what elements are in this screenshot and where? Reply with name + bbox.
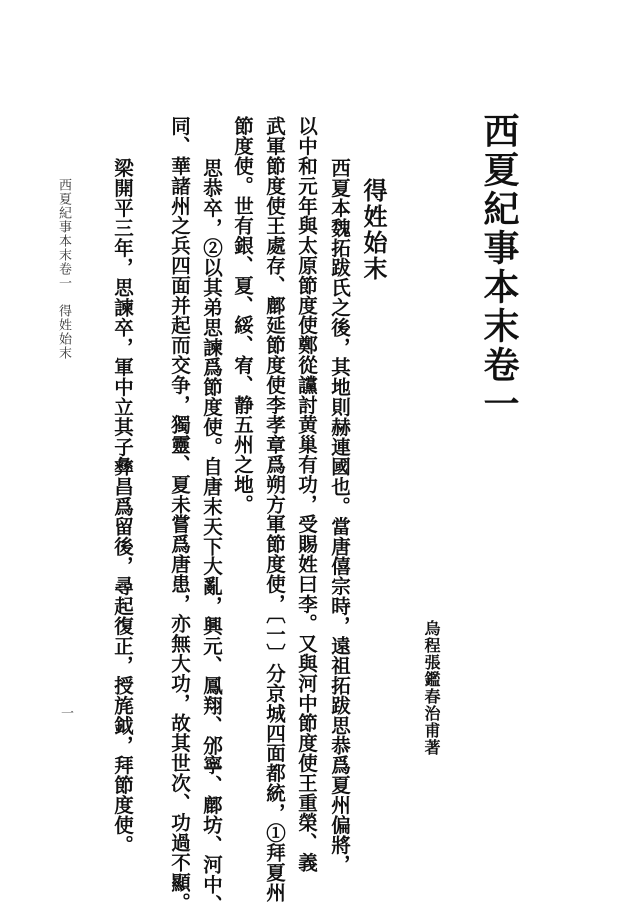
- section-title: 得姓始末: [359, 178, 388, 282]
- text-column-6: 同、華諸州之兵四面并起而交争，獨靈、夏未嘗爲唐患，亦無大功，故其世次、功過不顯。: [168, 116, 191, 912]
- volume-title: 西夏紀事本末卷一: [478, 112, 520, 424]
- text-column-2: 以中和元年與太原節度使鄭從讜討黄巢有功，受賜姓曰李。又與河中節度使王重榮、義: [295, 116, 318, 873]
- text-column-5: 思恭卒，②以其弟思諫爲節度使。自唐末天下大亂，興元、鳳翔、邠寧、鄜坊、河中、: [200, 158, 223, 914]
- running-head: 西夏紀事本末卷一 得姓始末: [56, 178, 71, 360]
- author-line: 烏程張鑑春治甫著: [422, 620, 441, 756]
- text-column-4: 節度使。世有銀、夏、綏、宥、静五州之地。: [231, 116, 254, 514]
- text-column-7: 梁開平三年，思諫卒，軍中立其子彝昌爲留後，尋起復正，授旄鉞，拜節度使。: [111, 158, 134, 855]
- text-column-3: 武軍節度使王處存、鄜延節度使李孝章爲朔方軍節度使，〔一〕分京城四面都統，①拜夏州: [263, 116, 286, 903]
- text-column-1: 西夏本魏拓跋氏之後，其地則赫連國也。當唐僖宗時，遠祖拓跋思恭爲夏州偏將，: [328, 158, 351, 875]
- page-number: 一: [58, 706, 73, 719]
